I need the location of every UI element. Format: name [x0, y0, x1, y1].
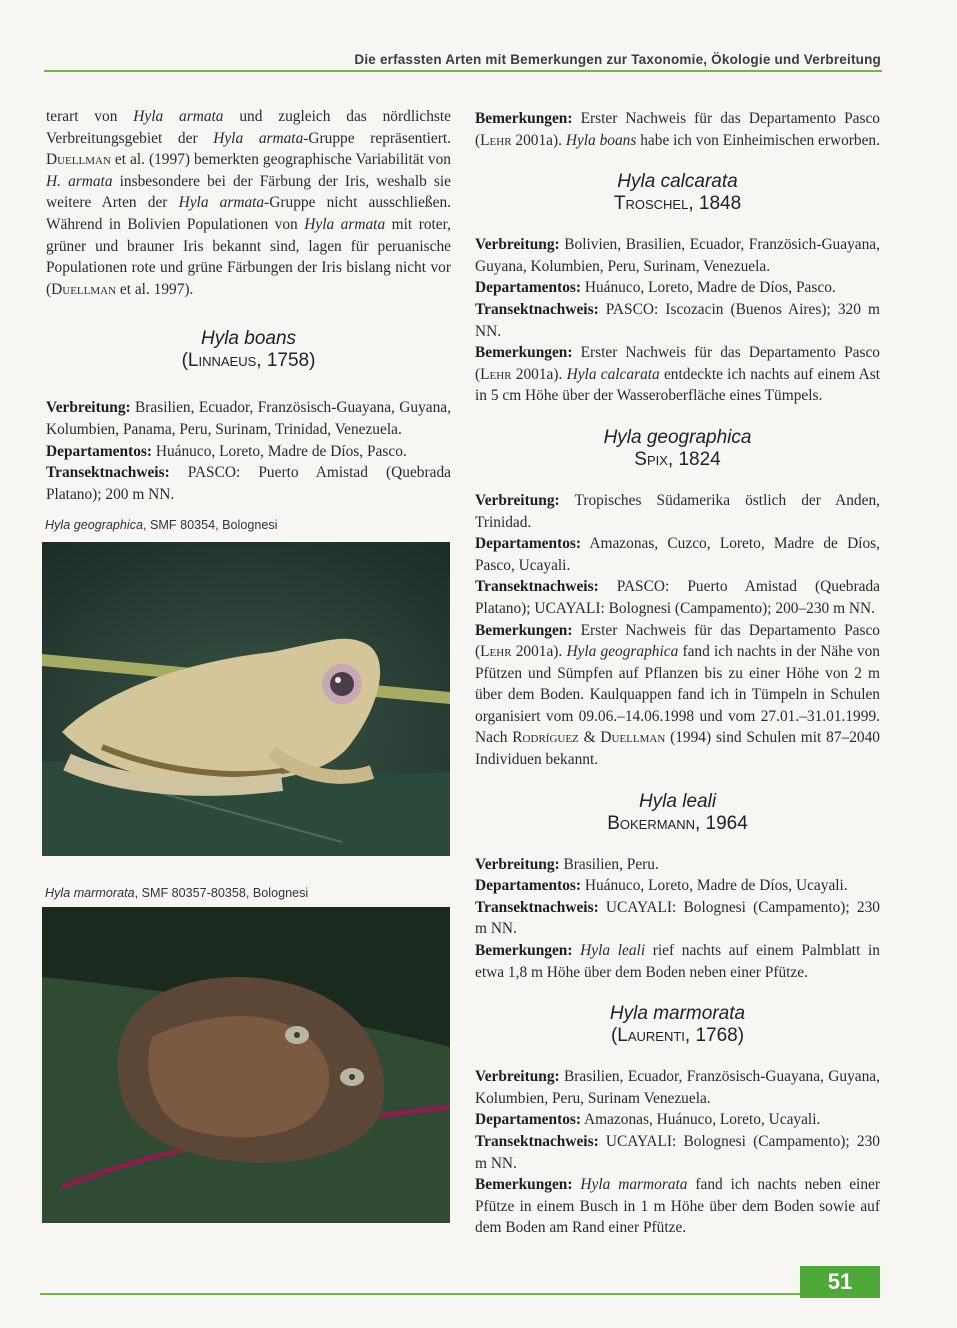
calcarata-bemerkungen: Bemerkungen: Erster Nachweis für das Departamento Pasco (Lehr 2001a). Hyla calcarata entdeckte ich nachts auf einem Ast in 5 cm Höhe über der Wasseroberfläche eines Tümpels.	[475, 344, 881, 405]
species-name: Hyla geographica	[603, 426, 752, 448]
marmorata-bemerkungen: Bemerkungen: Hyla marmorata fand ich nachts neben einer Pfütze in einem Busch in 1 m Höhe über dem Boden sowie auf dem Boden am Rand einer Pfütze.	[475, 1176, 880, 1237]
species-heading-marmorata	[475, 1003, 880, 1047]
photo-hyla-geographica	[42, 542, 450, 856]
species-author: Spix, 1824	[634, 448, 721, 470]
left-column-text	[46, 106, 451, 505]
geographica-departamentos: Departamentos: Amazonas, Cuzco, Loreto, Madre de Díos, Pasco, Ucayali.	[475, 535, 880, 574]
species-name: Hyla boans	[200, 328, 297, 350]
species-author: Bokermann, 1964	[607, 812, 748, 834]
boans-transekt: Transektnachweis: PASCO: Puerto Amistad (Quebrada Platano); 200 m NN.	[46, 464, 451, 503]
boans-bemerkungen: Bemerkungen: Erster Nachweis für das Departamento Pasco (Lehr 2001a). Hyla boans habe ich von Einheimischen erworben.	[475, 110, 880, 149]
calcarata-verbreitung: Verbreitung: Bolivien, Brasilien, Ecuador, Französich-Guayana, Guyana, Kolumbien, Peru, Surinam, Venezuela.	[475, 236, 880, 275]
calcarata-transekt: Transektnachweis: PASCO: Iscozacin (Buenos Aires); 320 m NN.	[475, 300, 880, 340]
geographica-verbreitung: Verbreitung: Tropisches Südamerika östlich der Anden, Trinidad.	[475, 491, 880, 531]
marmorata-transekt: Transektnachweis: UCAYALI: Bolognesi (Campamento); 230 m NN.	[475, 1133, 880, 1172]
footer-rule	[40, 1293, 800, 1295]
geographica-bemerkungen: Bemerkungen: Erster Nachweis für das Departamento Pasco (Lehr 2001a). Hyla geographica fand ich nachts in der Nähe von Pfützen und Sümpfen auf Pflanzen bis zu einer Höhe von 2 m über dem Boden. Kaulquappen fand ich in Tümpeln in Schulen organisiert vom 09.06.–14.06.1998 und vom 27.01.–31.01.1999. Nach Rodríguez & Duellman (1994) sind Schulen mit 87–2040 Individuen bekannt.	[475, 621, 881, 769]
marmorata-verbreitung: Verbreitung: Brasilien, Ecuador, Französisch-Guayana, Guyana, Kolumbien, Peru, Surinam Venezuela.	[475, 1068, 880, 1107]
species-name: Hyla leali	[638, 790, 717, 812]
photo-caption-geographica: Hyla geographica, SMF 80354, Bolognesi	[45, 518, 278, 532]
page-number: 51	[800, 1266, 880, 1298]
boans-verbreitung: Verbreitung: Brasilien, Ecuador, Französisch-Guayana, Guyana, Kolumbien, Panama, Peru, Surinam, Trinidad, Venezuela.	[46, 399, 451, 438]
leali-verbreitung: Verbreitung: Brasilien, Peru.	[475, 855, 659, 873]
species-heading-boans	[46, 328, 451, 372]
photo-caption-marmorata: Hyla marmorata, SMF 80357-80358, Bolognesi	[45, 886, 309, 900]
photo-hyla-marmorata	[42, 907, 450, 1223]
species-name: Hyla calcarata	[617, 171, 738, 193]
species-name: Hyla marmorata	[609, 1003, 746, 1025]
marmorata-departamentos: Departamentos: Amazonas, Huánuco, Loreto, Ucayali.	[475, 1111, 821, 1129]
species-author: Troschel, 1848	[613, 193, 742, 215]
leali-transekt: Transektnachweis: UCAYALI: Bolognesi (Campamento); 230 m NN.	[475, 898, 880, 938]
boans-departamentos: Departamentos: Huánuco, Loreto, Madre de Díos, Pasco.	[46, 442, 407, 460]
leali-departamentos: Departamentos: Huánuco, Loreto, Madre de Díos, Ucayali.	[475, 877, 848, 895]
species-author: (Linnaeus, 1758)	[181, 350, 316, 372]
intro-paragraph: terart von Hyla armata und zugleich das nördlichste Verbreitungsgebiet der Hyla armata-Gruppe repräsentiert. Duellman et al. (1997) bemerkten geographische Variabilität von H. armata insbesondere bei der Färbung der Iris, weshalb sie weitere Arten der Hyla armata-Gruppe nicht ausschließen. Während in Bolivien Populationen von Hyla armata mit roter, grüner und brauner Iris bekannt sind, lagen für peruanische Populationen rote und grüne Färbungen der Iris bislang nicht vor (Duellman et al. 1997).	[46, 108, 451, 298]
species-heading-leali	[475, 791, 880, 835]
leali-bemerkungen: Bemerkungen: Hyla leali rief nachts auf einem Palmblatt in etwa 1,8 m Höhe über dem Boden neben einer Pfütze.	[475, 942, 881, 981]
geographica-transekt: Transektnachweis: PASCO: Puerto Amistad (Quebrada Platano); UCAYALI: Bolognesi (Campamento); 200–230 m NN.	[475, 578, 880, 617]
running-header: Die erfassten Arten mit Bemerkungen zur Taxonomie, Ökologie und Verbreitung	[354, 52, 881, 67]
header-rule	[44, 70, 882, 72]
species-heading-calcarata	[475, 171, 880, 215]
species-heading-geographica	[475, 427, 880, 471]
species-author: (Laurenti, 1768)	[610, 1025, 745, 1047]
right-column-text	[475, 108, 880, 1239]
calcarata-departamentos: Departamentos: Huánuco, Loreto, Madre de Díos, Pasco.	[475, 279, 836, 297]
